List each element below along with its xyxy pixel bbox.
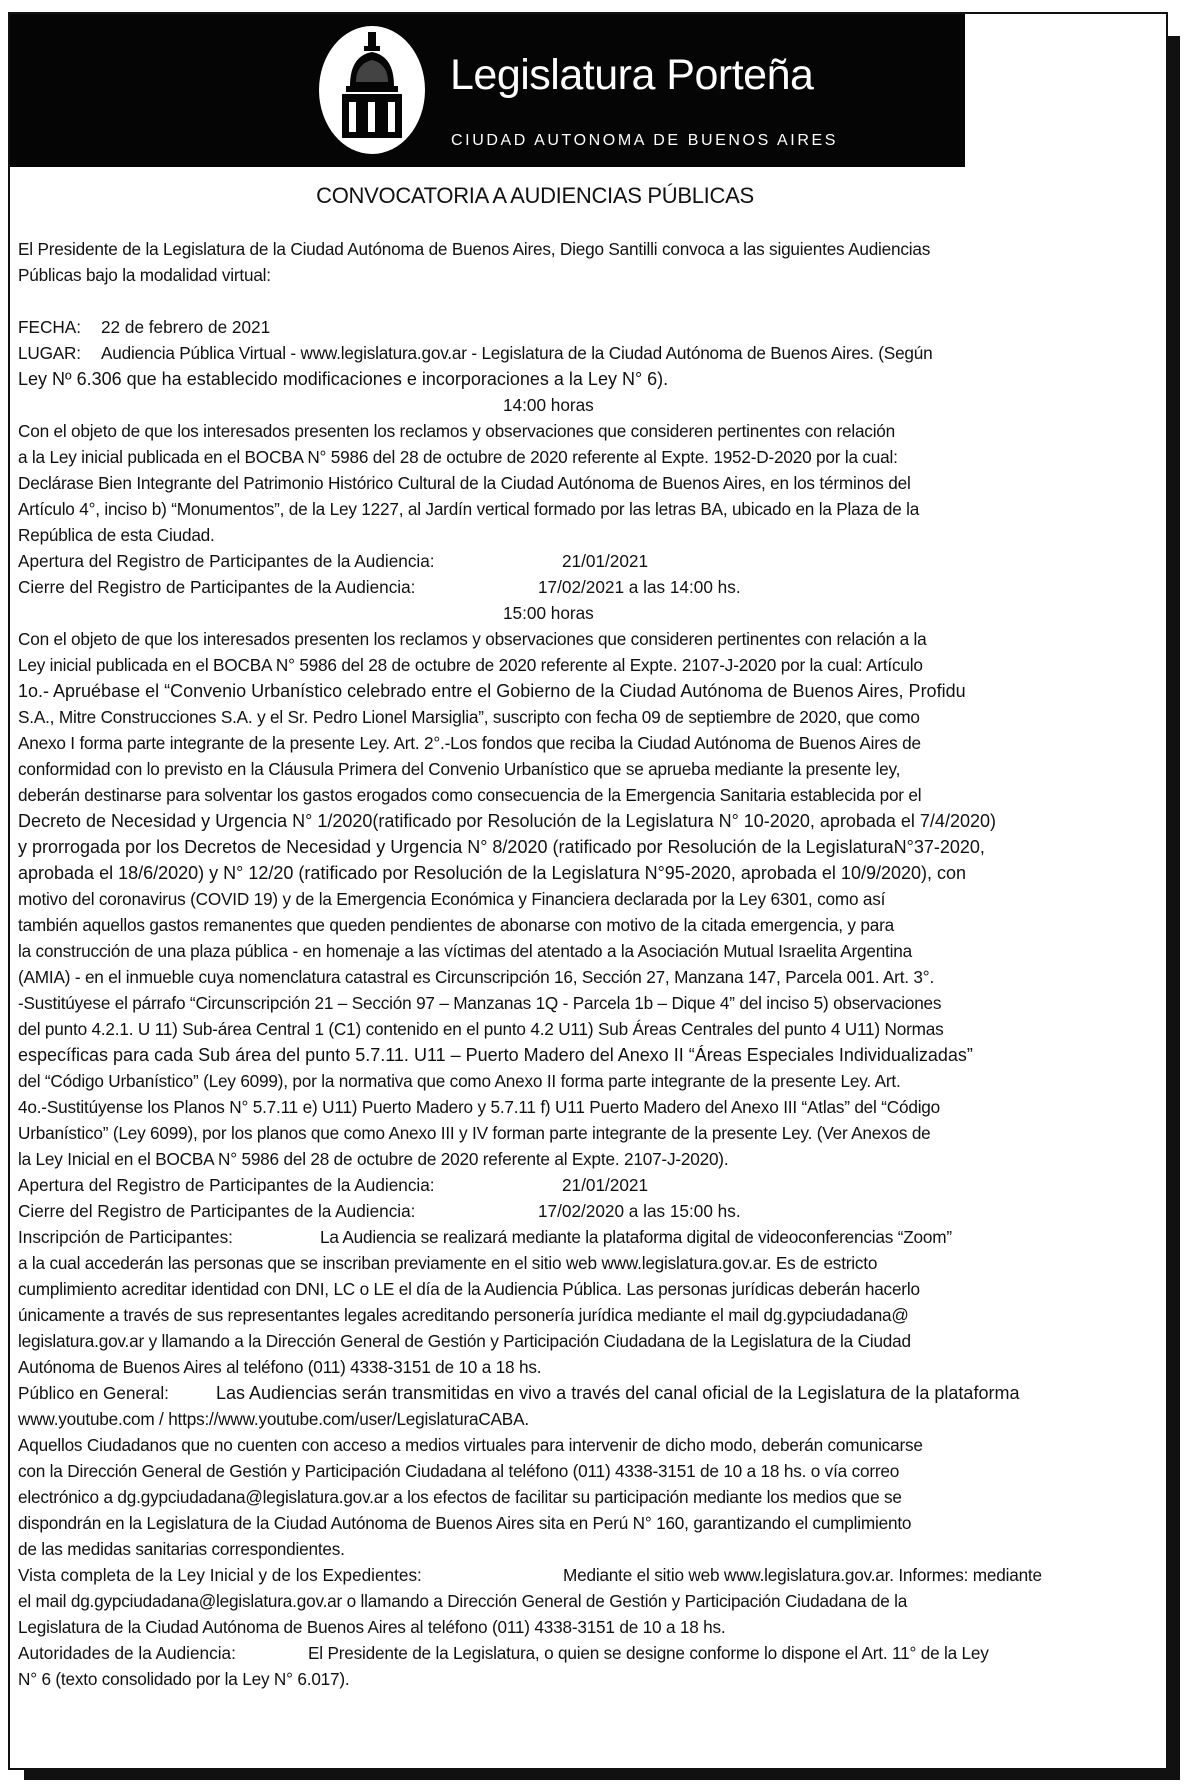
publico-value: Las Audiencias serán transmitidas en vivo a través del canal oficial de la Legislatura de la plataforma — [216, 1383, 1020, 1403]
frame-shadow-right — [1168, 36, 1180, 1776]
cierre-label: Cierre del Registro de Participantes de la Audiencia: — [18, 1201, 416, 1221]
text-line: Decreto de Necesidad y Urgencia N° 1/2020(ratificado por Resolución de la Legislatura N° 10-2020, aprobada el 7/4/2020) — [18, 811, 996, 831]
fecha-label: FECHA: — [18, 317, 82, 337]
apertura-label: Apertura del Registro de Participantes de la Audiencia: — [18, 551, 435, 571]
text-line: 1o.- Apruébase el “Convenio Urbanístico celebrado entre el Gobierno de la Ciudad Autónoma de Buenos Aires, Profidu — [18, 681, 966, 701]
brand-subtitle: CIUDAD AUTONOMA DE BUENOS AIRES — [451, 132, 839, 149]
audiencia-1-description — [18, 418, 1148, 548]
text-line: de las medidas sanitarias correspondientes. — [18, 1539, 345, 1559]
text-line: cumplimiento acreditar identidad con DNI, LC o LE el día de la Audiencia Pública. Las personas jurídicas deberán hacerlo — [18, 1279, 920, 1299]
header-banner — [10, 14, 965, 167]
apertura-label: Apertura del Registro de Participantes de la Audiencia: — [18, 1175, 435, 1195]
text-line: el mail dg.gypciudadana@legislatura.gov.ar o llamando a Dirección General de Gestión y Participación Ciudadana de la — [18, 1591, 908, 1611]
text-line: 4o.-Sustitúyense los Planos N° 5.7.11 e) U11) Puerto Madero y 5.7.11 f) U11 Puerto Madero del Anexo III “Atlas” del “Código — [18, 1097, 941, 1117]
text-line: (AMIA) - en el inmueble cuya nomenclatura catastral es Circunscripción 16, Sección 27, Manzana 147, Parcela 001. Art. 3°. — [18, 967, 935, 987]
cierre-value: 17/02/2020 a las 15:00 hs. — [538, 1201, 741, 1221]
text-line: legislatura.gov.ar y llamando a la Dirección General de Gestión y Participación Ciudadana de la Legislatura de la Ciudad — [18, 1331, 911, 1351]
text-line: la Ley Inicial en el BOCBA N° 5986 del 28 de octubre de 2020 referente al Expte. 2107-J-2020). — [18, 1149, 729, 1169]
audiencia-2-time: 15:00 horas — [503, 603, 594, 623]
text-line: deberán destinarse para solventar los gastos erogados como consecuencia de la Emergencia Sanitaria establecida por el — [18, 785, 922, 805]
notice-body — [18, 236, 1148, 1692]
audiencia-2-description — [18, 626, 1148, 1172]
lugar-row — [18, 340, 1148, 366]
fecha-row — [18, 314, 1148, 340]
text-line: www.youtube.com / https://www.youtube.com/user/LegislaturaCABA. — [18, 1409, 529, 1429]
vista-value: Mediante el sitio web www.legislatura.gov.ar. Informes: mediante — [563, 1565, 1042, 1585]
text-line: motivo del coronavirus (COVID 19) y de la Emergencia Económica y Financiera declarada por la Ley 6301, como así — [18, 889, 886, 909]
legislatura-dome-logo — [316, 22, 428, 158]
intro-line: Públicas bajo la modalidad virtual: — [18, 265, 271, 285]
text-line: únicamente a través de sus representantes legales acreditando personería jurídica mediante el mail dg.gypciudadana@ — [18, 1305, 909, 1325]
text-line: República de esta Ciudad. — [18, 525, 215, 545]
inscripcion-label: Inscripción de Participantes: — [18, 1227, 233, 1247]
text-line: y prorrogada por los Decretos de Necesidad y Urgencia N° 8/2020 (ratificado por Resolución de la LegislaturaN°37-2020, — [18, 837, 985, 857]
text-line: del punto 4.2.1. U 11) Sub-área Central 1 (C1) contenido en el punto 4.2 U11) Sub Áreas Centrales del punto 4 U11) Normas — [18, 1019, 944, 1039]
text-line: conformidad con lo previsto en la Cláusula Primera del Convenio Urbanístico que se aprueba mediante la presente ley, — [18, 759, 901, 779]
text-line: dispondrán en la Legislatura de la Ciudad Autónoma de Buenos Aires sita en Perú N° 160, garantizando el cumplimiento — [18, 1513, 912, 1533]
cierre-value: 17/02/2021 a las 14:00 hs. — [538, 577, 741, 597]
a2-cierre-row — [18, 1198, 1148, 1224]
text-line: Con el objeto de que los interesados presenten los reclamos y observaciones que consideren pertinentes con relación — [18, 421, 896, 441]
text-line: específicas para cada Sub área del punto 5.7.11. U11 – Puerto Madero del Anexo II “Áreas Especiales Individualizadas” — [18, 1045, 973, 1065]
cierre-label: Cierre del Registro de Participantes de la Audiencia: — [18, 577, 416, 597]
audiencia-1-time: 14:00 horas — [503, 395, 594, 415]
text-line: Legislatura de la Ciudad Autónoma de Buenos Aires al teléfono (011) 4338-3151 de 10 a 18 hs. — [18, 1617, 726, 1637]
text-line: N° 6 (texto consolidado por la Ley N° 6.017). — [18, 1669, 350, 1689]
apertura-value: 21/01/2021 — [562, 1175, 649, 1195]
fecha-value: 22 de febrero de 2021 — [101, 317, 271, 337]
a2-apertura-row — [18, 1172, 1148, 1198]
vista-label: Vista completa de la Ley Inicial y de los Expedientes: — [18, 1565, 422, 1585]
text-line: -Sustitúyese el párrafo “Circunscripción 21 – Sección 97 – Manzanas 1Q - Parcela 1b – Dique 4” del inciso 5) observaciones — [18, 993, 942, 1013]
text-line: Aquellos Ciudadanos que no cuenten con acceso a medios virtuales para intervenir de dicho modo, deberán comunicarse — [18, 1435, 923, 1455]
text-line: con la Dirección General de Gestión y Participación Ciudadana al teléfono (011) 4338-3151 de 10 a 18 hs. o vía correo — [18, 1461, 900, 1481]
text-line: del “Código Urbanístico” (Ley 6099), por la normativa que como Anexo II forma parte integrante de la presente Ley. Art. — [18, 1071, 901, 1091]
lugar-label: LUGAR: — [18, 343, 81, 363]
text-line: electrónico a dg.gypciudadana@legislatura.gov.ar a los efectos de facilitar su participación mediante los medios que se — [18, 1487, 902, 1507]
text-line: la construcción de una plaza pública - en homenaje a las víctimas del atentado a la Asociación Mutual Israelita Argentina — [18, 941, 912, 961]
autoridades-value: El Presidente de la Legislatura, o quien se designe conforme lo dispone el Art. 11° de la Ley — [308, 1643, 989, 1663]
intro-line: El Presidente de la Legislatura de la Ciudad Autónoma de Buenos Aires, Diego Santilli convoca a las siguientes Audiencias — [18, 239, 931, 259]
page-title: CONVOCATORIA A AUDIENCIAS PÚBLICAS — [316, 183, 754, 208]
text-line: aprobada el 18/6/2020) y N° 12/20 (ratificado por Resolución de la Legislatura N°95-2020, aprobada el 10/9/2020), con — [18, 863, 967, 883]
text-line: Artículo 4°, inciso b) “Monumentos”, de la Ley 1227, al Jardín vertical formado por las letras BA, ubicado en la Plaza de la — [18, 499, 920, 519]
text-line: también aquellos gastos remanentes que queden pendientes de abonarse con motivo de la citada emergencia, y para — [18, 915, 894, 935]
text-line: Urbanístico” (Ley 6099), por los planos que como Anexo III y IV forman parte integrante de la presente Ley. (Ver Anexos de — [18, 1123, 931, 1143]
text-line: a la Ley inicial publicada en el BOCBA N° 5986 del 28 de octubre de 2020 referente al Expte. 1952-D-2020 por la cual: — [18, 447, 898, 467]
a1-apertura-row — [18, 548, 1148, 574]
text-line: Autónoma de Buenos Aires al teléfono (011) 4338-3151 de 10 a 18 hs. — [18, 1357, 542, 1377]
text-line: Declárase Bien Integrante del Patrimonio Histórico Cultural de la Ciudad Autónoma de Buenos Aires, en los términos del — [18, 473, 911, 493]
a1-cierre-row — [18, 574, 1148, 600]
brand-name: Legislatura Porteña — [450, 51, 814, 99]
frame-shadow-bottom — [24, 1770, 1180, 1780]
publico-label: Público en General: — [18, 1383, 169, 1403]
lugar-value-cont: Ley Nº 6.306 que ha establecido modificaciones e incorporaciones a la Ley N° 6). — [18, 369, 669, 389]
lugar-value: Audiencia Pública Virtual - www.legislatura.gov.ar - Legislatura de la Ciudad Autónoma de Buenos Aires. (Según — [101, 343, 933, 363]
vista-row — [18, 1562, 1148, 1588]
text-line: S.A., Mitre Construcciones S.A. y el Sr. Pedro Lionel Marsiglia”, suscripto con fecha 09 de septiembre de 2020, que como — [18, 707, 920, 727]
text-line: a la cual accederán las personas que se inscriban previamente en el sitio web www.legislatura.gov.ar. Es de estricto — [18, 1253, 878, 1273]
text-line: Con el objeto de que los interesados presenten los reclamos y observaciones que consideren pertinentes con relación a la — [18, 629, 927, 649]
text-line: Ley inicial publicada en el BOCBA N° 5986 del 28 de octubre de 2020 referente al Expte. 2107-J-2020 por la cual: Artículo — [18, 655, 923, 675]
publico-row — [18, 1380, 1148, 1406]
autoridades-row — [18, 1640, 1148, 1666]
inscripcion-row — [18, 1224, 1148, 1250]
autoridades-label: Autoridades de la Audiencia: — [18, 1643, 236, 1663]
inscripcion-value: La Audiencia se realizará mediante la plataforma digital de videoconferencias “Zoom” — [320, 1227, 952, 1247]
apertura-value: 21/01/2021 — [562, 551, 649, 571]
text-line: Anexo I forma parte integrante de la presente Ley. Art. 2°.-Los fondos que reciba la Ciudad Autónoma de Buenos Aires de — [18, 733, 921, 753]
